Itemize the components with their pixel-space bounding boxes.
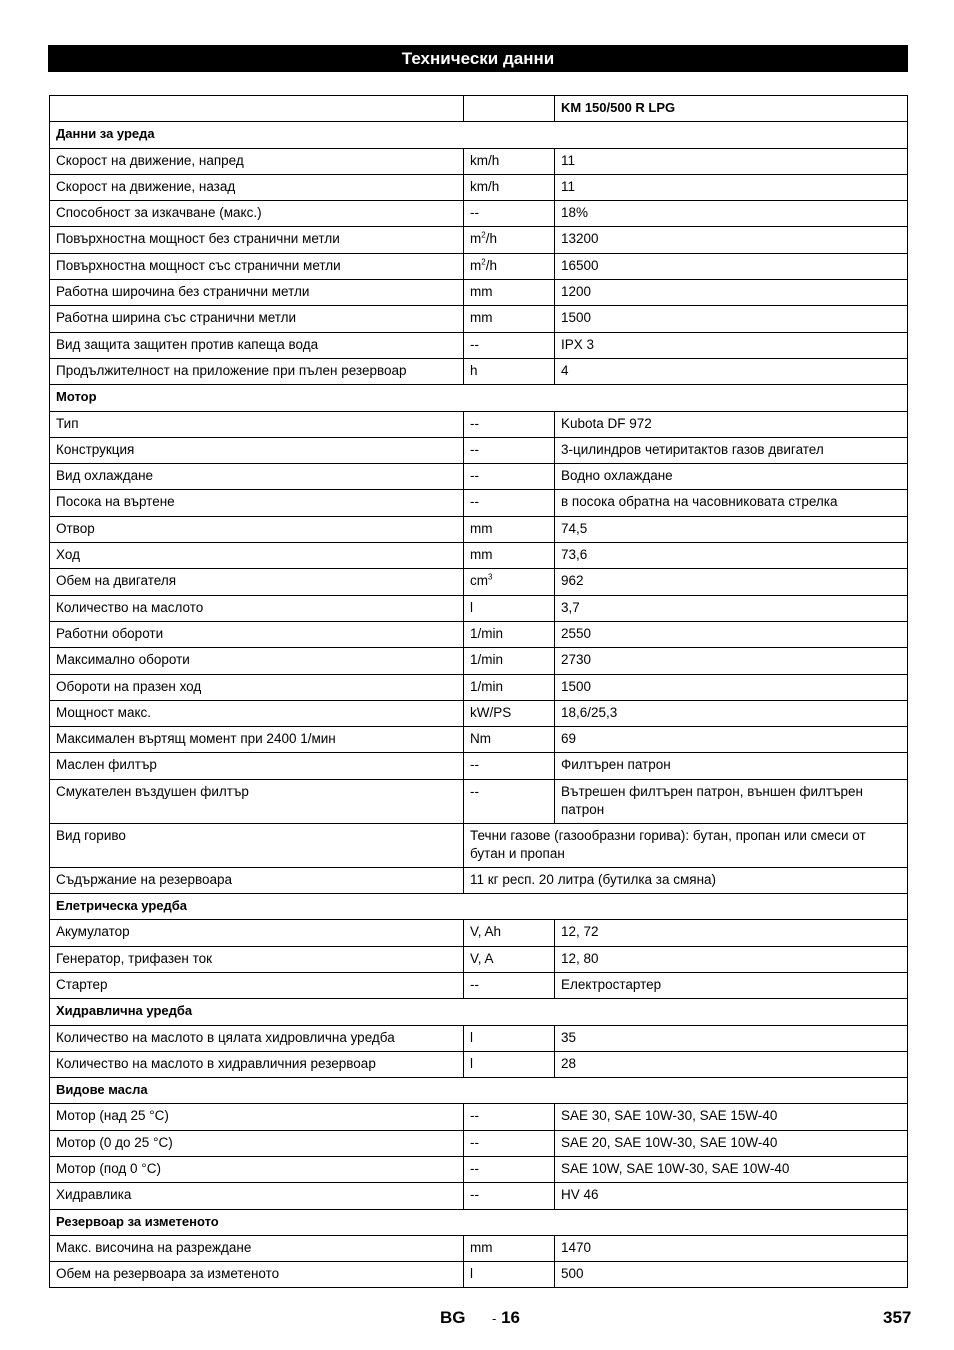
row-unit	[464, 1130, 555, 1156]
row-label: Ход	[50, 543, 464, 569]
row-value: 962	[555, 569, 908, 595]
row-label: Акумулатор	[50, 920, 464, 946]
row-label: Мотор (0 до 25 °C)	[50, 1130, 464, 1156]
row-unit	[464, 1156, 555, 1182]
row-label: Вид защита защитен против капеща вода	[50, 332, 464, 358]
row-unit	[464, 411, 555, 437]
row-label: Количество на маслото в цялата хидровлична уредба	[50, 1025, 464, 1051]
table-row	[50, 490, 908, 516]
row-value: Вътрешен филтърен патрон, външен филтърен патрон	[555, 779, 908, 823]
table-row	[50, 823, 908, 867]
row-value: в посока обратна на часовниковата стрелка	[555, 490, 908, 516]
row-label: Повърхностна мощност със странични метли	[50, 253, 464, 279]
table-row	[50, 332, 908, 358]
unit-text: l	[470, 1266, 473, 1282]
unit-text: m	[470, 231, 482, 247]
row-unit	[464, 227, 555, 253]
row-value: 1500	[555, 674, 908, 700]
table-row	[50, 569, 908, 595]
row-value: 28	[555, 1051, 908, 1077]
table-row	[50, 358, 908, 384]
model-header: KM 150/500 R LPG	[555, 96, 908, 122]
table-row	[50, 174, 908, 200]
row-label: Мощност макс.	[50, 700, 464, 726]
unit-text: km/h	[470, 178, 500, 194]
section-header-row	[50, 1078, 908, 1104]
row-value: 16500	[555, 253, 908, 279]
row-value: 35	[555, 1025, 908, 1051]
table-row	[50, 516, 908, 542]
row-label: Смукателен въздушен филтър	[50, 779, 464, 823]
table-row	[50, 1183, 908, 1209]
row-value: 74,5	[555, 516, 908, 542]
row-unit	[464, 1183, 555, 1209]
row-unit	[464, 779, 555, 823]
table-row	[50, 920, 908, 946]
footer-section-page	[492, 1308, 520, 1328]
table-row	[50, 1130, 908, 1156]
unit-text: h	[470, 362, 478, 378]
unit-text: l	[470, 599, 473, 615]
unit-text: --	[470, 441, 479, 457]
table-row	[50, 1262, 908, 1288]
table-row	[50, 411, 908, 437]
table-row	[50, 1025, 908, 1051]
unit-text: --	[470, 757, 479, 773]
row-label: Мотор (над 25 °C)	[50, 1104, 464, 1130]
row-label: Максимално обороти	[50, 648, 464, 674]
table-row	[50, 1235, 908, 1261]
row-unit	[464, 280, 555, 306]
row-value: 2550	[555, 621, 908, 647]
unit-text: --	[470, 415, 479, 431]
row-label: Продължителност на приложение при пълен резервоар	[50, 358, 464, 384]
unit-text: V, Ah	[470, 924, 502, 940]
row-label: Маслен филтър	[50, 753, 464, 779]
row-label: Максимален въртящ момент при 2400 1/мин	[50, 727, 464, 753]
row-unit	[464, 700, 555, 726]
row-label: Обороти на празен ход	[50, 674, 464, 700]
row-unit	[464, 1235, 555, 1261]
table-row	[50, 306, 908, 332]
table-row	[50, 867, 908, 893]
section-header-row	[50, 122, 908, 148]
unit-text: km/h	[470, 152, 500, 168]
row-label: Обем на резервоара за изметеното	[50, 1262, 464, 1288]
footer-section-page-number: 16	[501, 1308, 520, 1327]
row-value: 11 кг респ. 20 литра (бутилка за смяна)	[464, 867, 908, 893]
row-label: Генератор, трифазен ток	[50, 946, 464, 972]
table-row	[50, 253, 908, 279]
table-row	[50, 779, 908, 823]
row-value: Филтърен патрон	[555, 753, 908, 779]
row-unit	[464, 946, 555, 972]
row-value: Kubota DF 972	[555, 411, 908, 437]
row-value: 18%	[555, 201, 908, 227]
row-value: 13200	[555, 227, 908, 253]
unit-text: mm	[470, 520, 493, 536]
table-row	[50, 1156, 908, 1182]
row-label: Работни обороти	[50, 621, 464, 647]
unit-exponent: 2	[481, 230, 486, 240]
row-label: Количество на маслото в хидравличния резервоар	[50, 1051, 464, 1077]
section-header-row	[50, 1209, 908, 1235]
row-value: 2730	[555, 648, 908, 674]
unit-text: l	[470, 1029, 473, 1045]
table-row	[50, 227, 908, 253]
row-unit	[464, 1262, 555, 1288]
row-label: Вид охлаждане	[50, 464, 464, 490]
unit-text: --	[470, 494, 479, 510]
unit-text: V, A	[470, 950, 494, 966]
section-header-row	[50, 999, 908, 1025]
unit-text: --	[470, 1108, 479, 1124]
row-label: Вид гориво	[50, 823, 464, 867]
row-unit	[464, 674, 555, 700]
header-blank-label	[50, 96, 464, 122]
row-unit	[464, 253, 555, 279]
unit-text: --	[470, 468, 479, 484]
row-unit	[464, 437, 555, 463]
row-unit	[464, 358, 555, 384]
row-unit	[464, 148, 555, 174]
row-unit	[464, 595, 555, 621]
row-value: IPX 3	[555, 332, 908, 358]
footer-page-number: 357	[883, 1308, 912, 1327]
table-row	[50, 201, 908, 227]
row-value: SAE 10W, SAE 10W-30, SAE 10W-40	[555, 1156, 908, 1182]
row-unit	[464, 753, 555, 779]
unit-suffix: /h	[485, 231, 497, 247]
row-value: 69	[555, 727, 908, 753]
table-row	[50, 753, 908, 779]
row-unit	[464, 516, 555, 542]
table-row	[50, 700, 908, 726]
footer-dash: -	[492, 1311, 497, 1326]
unit-text: l	[470, 1055, 473, 1071]
row-unit	[464, 920, 555, 946]
row-unit	[464, 1025, 555, 1051]
row-unit	[464, 621, 555, 647]
row-value: HV 46	[555, 1183, 908, 1209]
unit-text: --	[470, 1187, 479, 1203]
row-unit	[464, 332, 555, 358]
row-unit	[464, 543, 555, 569]
row-label: Способност за изкачване (макс.)	[50, 201, 464, 227]
unit-text: --	[470, 1160, 479, 1176]
row-value: 1500	[555, 306, 908, 332]
row-value: 12, 80	[555, 946, 908, 972]
unit-text: kW/PS	[470, 704, 512, 720]
row-value: Течни газове (газообразни горива): бутан, пропан или смеси от бутан и пропан	[464, 823, 908, 867]
unit-text: mm	[470, 1239, 493, 1255]
table-row	[50, 1104, 908, 1130]
unit-text: --	[470, 1134, 479, 1150]
section-title: Мотор	[50, 385, 908, 411]
unit-text: m	[470, 257, 482, 273]
row-value: SAE 30, SAE 10W-30, SAE 15W-40	[555, 1104, 908, 1130]
table-row	[50, 280, 908, 306]
spec-table	[49, 95, 908, 1288]
unit-text: 1/min	[470, 625, 504, 641]
row-unit	[464, 174, 555, 200]
section-title: Резервоар за изметеното	[50, 1209, 908, 1235]
table-row	[50, 543, 908, 569]
row-value: 11	[555, 148, 908, 174]
table-row	[50, 972, 908, 998]
row-unit	[464, 648, 555, 674]
row-label: Количество на маслото	[50, 595, 464, 621]
row-value: 73,6	[555, 543, 908, 569]
row-label: Макс. височина на разреждане	[50, 1235, 464, 1261]
table-row	[50, 648, 908, 674]
row-value: 1470	[555, 1235, 908, 1261]
table-row	[50, 595, 908, 621]
unit-suffix: /h	[485, 257, 497, 273]
row-unit	[464, 569, 555, 595]
row-label: Повърхностна мощност без странични метли	[50, 227, 464, 253]
row-label: Скорост на движение, напред	[50, 148, 464, 174]
unit-text: --	[470, 783, 479, 799]
row-value: 3,7	[555, 595, 908, 621]
row-value: 11	[555, 174, 908, 200]
row-label: Работна ширина със странични метли	[50, 306, 464, 332]
table-row	[50, 727, 908, 753]
row-value: SAE 20, SAE 10W-30, SAE 10W-40	[555, 1130, 908, 1156]
row-label: Съдържание на резервоара	[50, 867, 464, 893]
row-value: 1200	[555, 280, 908, 306]
row-unit	[464, 1104, 555, 1130]
spec-table-body	[50, 96, 908, 1288]
unit-exponent: 3	[488, 572, 493, 582]
row-label: Конструкция	[50, 437, 464, 463]
header-blank-unit	[464, 96, 555, 122]
unit-text: 1/min	[470, 652, 504, 668]
row-label: Хидравлика	[50, 1183, 464, 1209]
row-unit	[464, 490, 555, 516]
row-unit	[464, 306, 555, 332]
row-label: Скорост на движение, назад	[50, 174, 464, 200]
section-title: Хидравлична уредба	[50, 999, 908, 1025]
row-value: 12, 72	[555, 920, 908, 946]
unit-text: --	[470, 205, 479, 221]
row-unit	[464, 201, 555, 227]
unit-text: mm	[470, 547, 493, 563]
row-value: 3-цилиндров четиритактов газов двигател	[555, 437, 908, 463]
unit-text: cm	[470, 573, 488, 589]
unit-text: --	[470, 336, 479, 352]
row-unit	[464, 727, 555, 753]
row-unit	[464, 972, 555, 998]
table-row	[50, 148, 908, 174]
row-value: Електростартер	[555, 972, 908, 998]
table-header-row	[50, 96, 908, 122]
unit-text: mm	[470, 284, 493, 300]
unit-text: 1/min	[470, 678, 504, 694]
page-title: Технически данни	[48, 45, 908, 72]
row-label: Обем на двигателя	[50, 569, 464, 595]
row-value: 4	[555, 358, 908, 384]
table-row	[50, 437, 908, 463]
table-row	[50, 464, 908, 490]
table-row	[50, 674, 908, 700]
row-label: Мотор (под 0 °C)	[50, 1156, 464, 1182]
row-label: Работна широчина без странични метли	[50, 280, 464, 306]
section-header-row	[50, 385, 908, 411]
row-label: Стартер	[50, 972, 464, 998]
section-title: Елетрическа уредба	[50, 894, 908, 920]
table-row	[50, 946, 908, 972]
unit-text: mm	[470, 310, 493, 326]
row-label: Тип	[50, 411, 464, 437]
row-value: Водно охлаждане	[555, 464, 908, 490]
table-row	[50, 1051, 908, 1077]
unit-exponent: 2	[481, 257, 486, 267]
section-header-row	[50, 894, 908, 920]
row-unit	[464, 464, 555, 490]
unit-text: --	[470, 976, 479, 992]
row-unit	[464, 1051, 555, 1077]
footer-language: BG	[440, 1308, 466, 1327]
unit-text: Nm	[470, 731, 491, 747]
row-label: Посока на въртене	[50, 490, 464, 516]
table-row	[50, 621, 908, 647]
row-value: 500	[555, 1262, 908, 1288]
section-title: Видове масла	[50, 1078, 908, 1104]
section-title: Данни за уреда	[50, 122, 908, 148]
row-label: Отвор	[50, 516, 464, 542]
row-value: 18,6/25,3	[555, 700, 908, 726]
